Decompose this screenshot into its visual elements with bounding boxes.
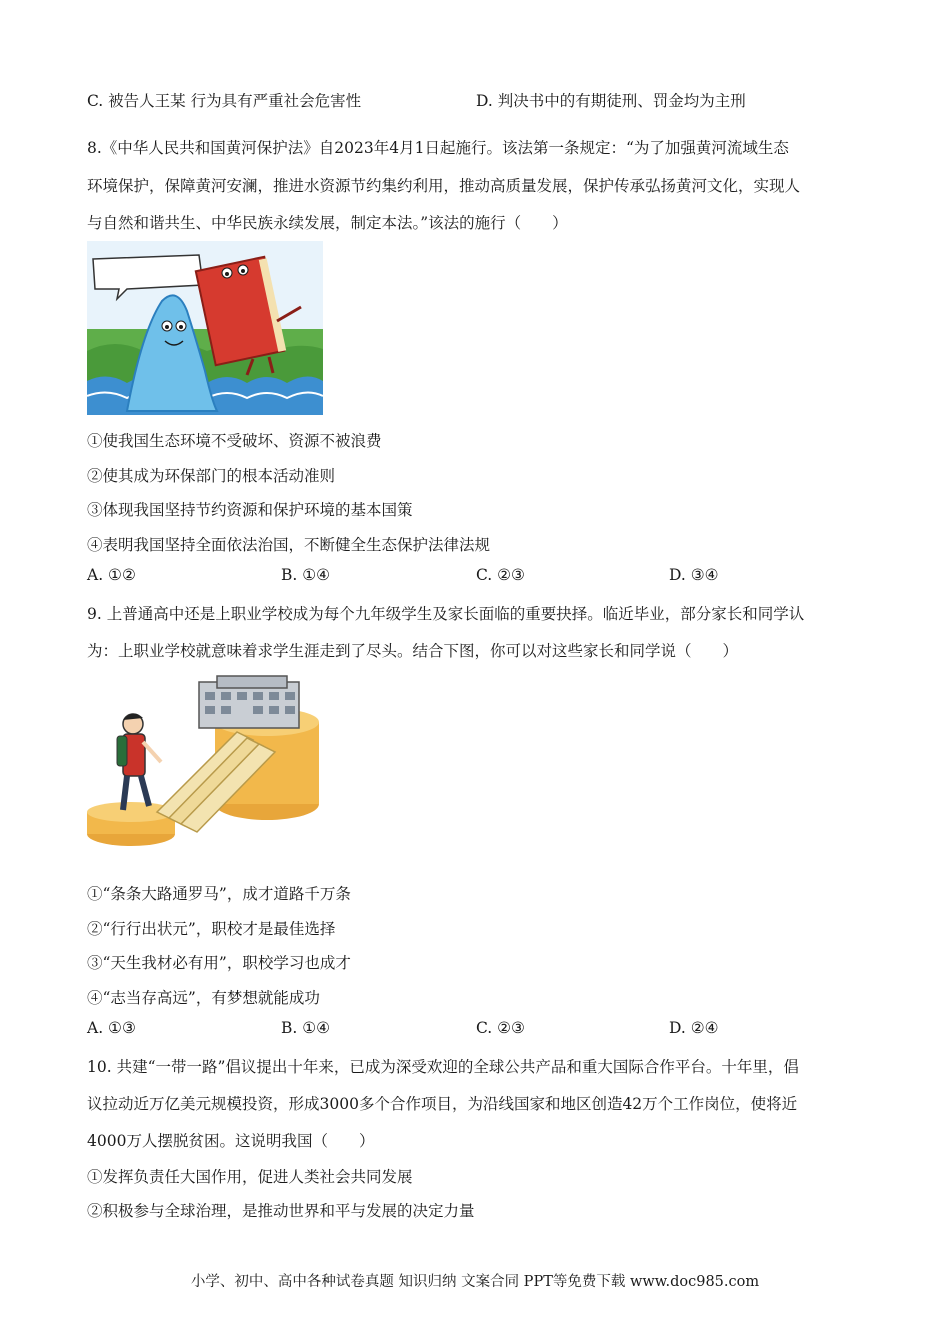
q8-stem-line-1: 8.《中华人民共和国黄河保护法》自2023年4月1日起施行。该法第一条规定：“为了加强黄河流域生态	[87, 139, 789, 157]
q9-statement-3: ③“天生我材必有用”，职校学习也成才	[87, 954, 351, 972]
q10-statement-1: ①发挥负责任大国作用，促进人类社会共同发展	[87, 1168, 413, 1186]
q8-stem-line-3: 与自然和谐共生、中华民族永续发展，制定本法。”该法的施行（ ）	[87, 214, 568, 232]
q8-statement-2: ②使其成为环保部门的根本活动准则	[87, 467, 336, 485]
q10-stem-line-3: 4000万人摆脱贫困。这说明我国（ ）	[87, 1132, 375, 1150]
q10-stem-line-1: 10. 共建“一带一路”倡议提出十年来，已成为深受欢迎的全球公共产品和重大国际合作平台。十年里，倡	[87, 1058, 799, 1076]
q8-option-d: D. ③④	[669, 566, 719, 584]
q8-statement-1: ①使我国生态环境不受破坏、资源不被浪费	[87, 432, 382, 450]
q9-statement-4: ④“志当存高远”，有梦想就能成功	[87, 989, 320, 1007]
q9-option-c: C. ②③	[476, 1019, 525, 1037]
q8-statement-4: ④表明我国坚持全面依法治国，不断健全生态保护法律法规	[87, 536, 491, 554]
q7-option-d: D. 判决书中的有期徒刑、罚金均为主刑	[476, 92, 746, 110]
q8-option-a: A. ①②	[87, 566, 136, 584]
q7-option-c: C. 被告人王某 行为具有严重社会危害性	[87, 92, 362, 110]
q8-cartoon-image	[87, 241, 323, 415]
q8-option-c: C. ②③	[476, 566, 525, 584]
q8-statement-3: ③体现我国坚持节约资源和保护环境的基本国策	[87, 501, 413, 519]
q8-stem-line-2: 环境保护，保障黄河安澜，推进水资源节约集约利用，推动高质量发展，保护传承弘扬黄河文化，实现人	[87, 177, 801, 195]
q9-statement-2: ②“行行出状元”，职校才是最佳选择	[87, 920, 336, 938]
page-footer: 小学、初中、高中各种试卷真题 知识归纳 文案合同 PPT等免费下载 www.doc985.com	[190, 1274, 760, 1290]
q9-option-d: D. ②④	[669, 1019, 719, 1037]
q10-statement-2: ②积极参与全球治理，是推动世界和平与发展的决定力量	[87, 1202, 475, 1220]
q9-statement-1: ①“条条大路通罗马”，成才道路千万条	[87, 885, 351, 903]
q9-stem-line-1: 9. 上普通高中还是上职业学校成为每个九年级学生及家长面临的重要抉择。临近毕业，部分家长和同学认	[87, 605, 805, 623]
q9-cartoon-image	[87, 672, 319, 848]
q9-stem-line-2: 为：上职业学校就意味着求学生涯走到了尽头。结合下图，你可以对这些家长和同学说（ ）	[87, 642, 739, 660]
q9-option-b: B. ①④	[281, 1019, 331, 1037]
q9-option-a: A. ①③	[87, 1019, 136, 1037]
q10-stem-line-2: 议拉动近万亿美元规模投资，形成3000多个合作项目，为沿线国家和地区创造42万个工作岗位，使将近	[87, 1095, 798, 1113]
q8-option-b: B. ①④	[281, 566, 331, 584]
